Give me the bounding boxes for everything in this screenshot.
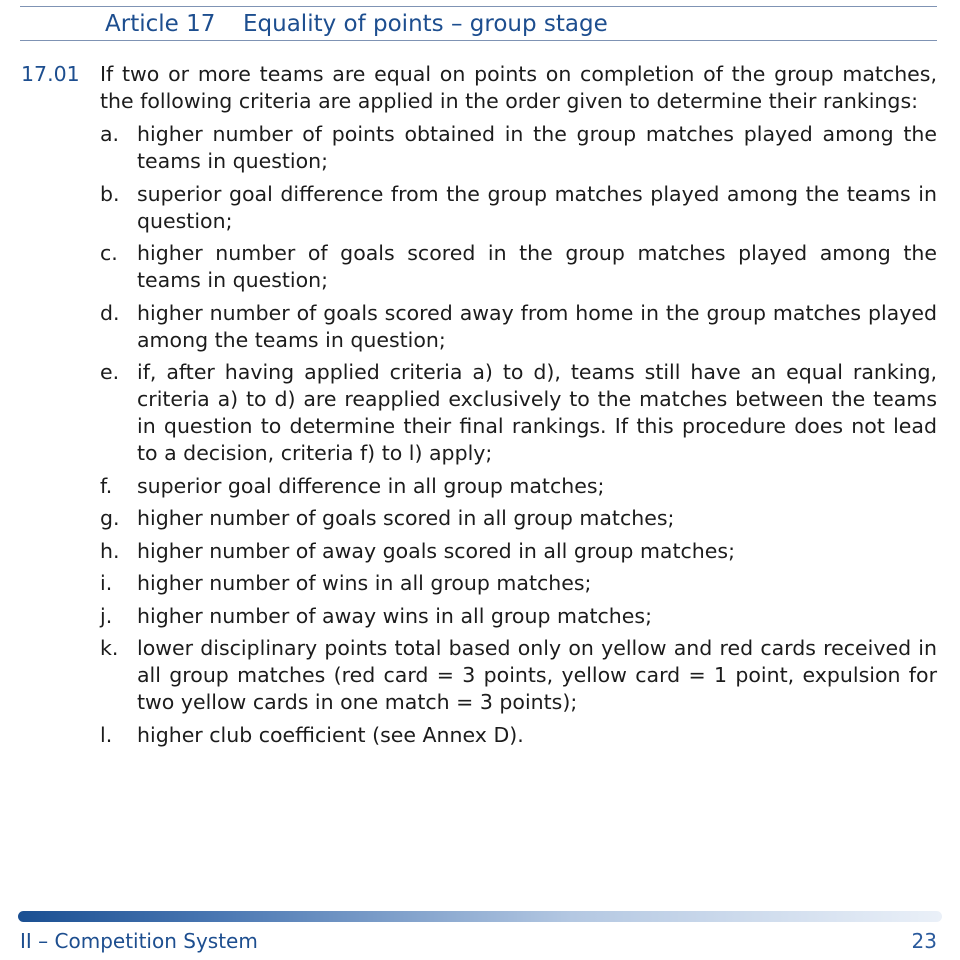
criteria-letter: l. [100, 722, 113, 747]
criteria-item-f [100, 473, 937, 500]
criteria-text: superior goal difference from the group matches played among the teams in question; [137, 181, 937, 233]
criteria-item-h [100, 538, 937, 565]
article-title: Equality of points – group stage [243, 11, 608, 37]
criteria-item-e [100, 359, 937, 467]
criteria-text: higher number of wins in all group matches; [137, 571, 592, 595]
criteria-item-i [100, 570, 937, 597]
criteria-letter: e. [100, 360, 120, 384]
criteria-letter: k. [100, 636, 119, 660]
criteria-letter: j. [100, 603, 113, 628]
criteria-item-g [100, 505, 937, 532]
criteria-text: superior goal difference in all group matches; [137, 473, 605, 498]
criteria-text: higher club coefficient (see Annex D). [137, 722, 524, 747]
criteria-letter: h. [100, 538, 120, 563]
criteria-item-j [100, 603, 937, 630]
criteria-item-d [100, 300, 937, 354]
criteria-item-k [100, 635, 937, 716]
footer-section-label: II – Competition System [20, 929, 258, 953]
criteria-text: lower disciplinary points total based only on yellow and red cards received in all group matches (red card = 3 points, yellow card = 1 point, expulsion for two yellow cards in one match = 3 points); [137, 636, 937, 714]
criteria-letter: i. [100, 571, 113, 595]
criteria-item-b [100, 181, 937, 235]
footer-gradient-bar [18, 911, 942, 922]
criteria-text: higher number of away wins in all group matches; [137, 603, 653, 628]
criteria-letter: c. [100, 241, 118, 265]
criteria-letter: f. [100, 473, 113, 498]
criteria-item-l [100, 722, 937, 749]
criteria-text: if, after having applied criteria a) to d), teams still have an equal ranking, criteria a) to d) are reapplied exclusively to the matches between the teams in question to determine their final rankings. If this procedure does not lead to a decision, criteria f) to l) apply; [137, 360, 937, 465]
article-number: Article 17 [105, 11, 216, 37]
article-heading [105, 9, 608, 39]
criteria-list [100, 121, 937, 754]
criteria-text: higher number of away goals scored in all group matches; [137, 538, 735, 563]
section-number: 17.01 [21, 62, 80, 86]
criteria-item-a [100, 121, 937, 175]
criteria-letter: g. [100, 506, 120, 530]
page-number: 23 [911, 929, 937, 953]
criteria-text: higher number of points obtained in the group matches played among the teams in question; [137, 122, 937, 173]
criteria-text: higher number of goals scored away from home in the group matches played among the teams in question; [137, 300, 937, 352]
criteria-text: higher number of goals scored in all group matches; [137, 506, 675, 530]
criteria-text: higher number of goals scored in the group matches played among the teams in question; [137, 241, 937, 292]
criteria-letter: b. [100, 181, 120, 206]
header-top-rule [20, 6, 937, 7]
criteria-letter: a. [100, 122, 120, 146]
criteria-item-c [100, 240, 937, 294]
header-bottom-rule [20, 40, 937, 41]
section-intro: If two or more teams are equal on points on completion of the group matches, the following criteria are applied in the order given to determine their rankings: [100, 62, 937, 113]
criteria-letter: d. [100, 300, 120, 325]
